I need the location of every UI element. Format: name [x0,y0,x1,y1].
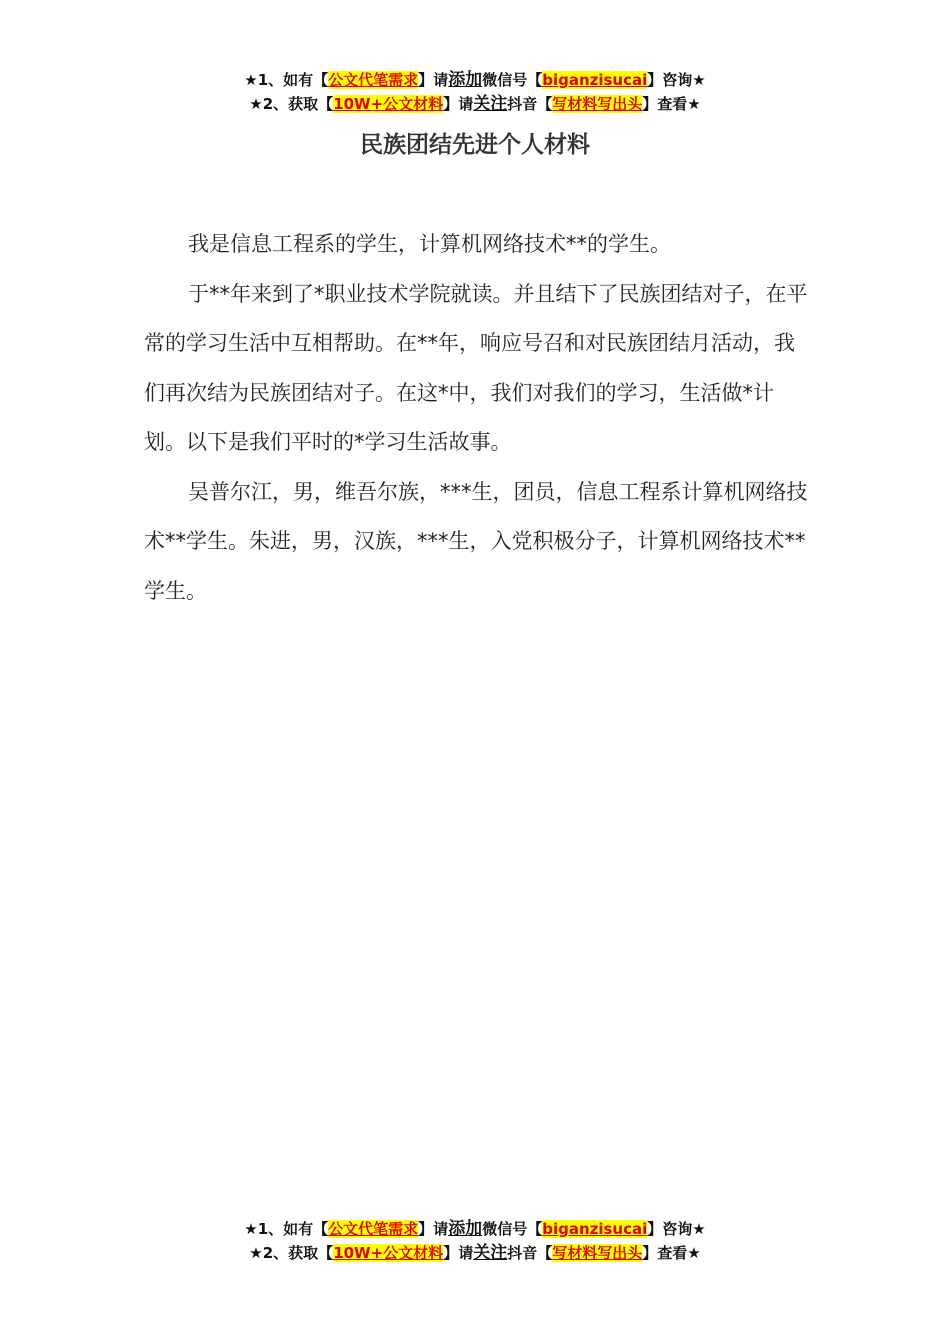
ad-line-1 [0,1217,950,1241]
ad-text: ★2、获取【 [249,95,334,113]
body-paragraph: 于**年来到了*职业技术学院就读。并且结下了民族团结对子，在平常的学习生活中互相帮助。在**年，响应号召和对民族团结月活动，我们再次结为民族团结对子。在这*中，我们对我们的学习，生活做*计划。以下是我们平时的*学习生活故事。 [144,281,808,454]
ad-underlined-text: 添加 [448,70,483,90]
ad-text: ★1、如有【 [244,1220,329,1238]
ad-banner-top [0,68,950,116]
ad-highlight-douyin-name: 写材料写出头 [552,95,643,113]
ad-highlight: 公文代笔需求 [328,1220,419,1238]
ad-text: 】查看★ [642,95,701,113]
body-paragraph: 我是信息工程系的学生，计算机网络技术**的学生。 [188,232,671,256]
ad-banner-bottom [0,1217,950,1265]
ad-text: 】咨询★ [647,1220,706,1238]
ad-highlight: 公文代笔需求 [328,71,419,89]
ad-highlight-douyin-name: 写材料写出头 [552,1244,643,1262]
ad-highlight: 10W+公文材料 [333,1244,444,1262]
ad-text: 抖音【 [507,1244,553,1262]
ad-highlight-wechat-id: biganzisucai [542,71,648,89]
ad-line-1 [0,68,950,92]
ad-line-2 [0,92,950,116]
ad-text: 抖音【 [507,95,553,113]
ad-text: 】查看★ [642,1244,701,1262]
ad-text: ★1、如有【 [244,71,329,89]
ad-text: 微信号【 [482,1220,543,1238]
document-body [144,220,808,616]
ad-underlined-text: 关注 [473,94,508,114]
ad-text: 】咨询★ [647,71,706,89]
ad-text: ★2、获取【 [249,1244,334,1262]
ad-text: 】请 [418,71,449,89]
document-title: 民族团结先进个人材料 [360,132,590,158]
ad-text: 】请 [443,95,474,113]
ad-text: 微信号【 [482,71,543,89]
ad-line-2 [0,1241,950,1265]
ad-text: 】请 [443,1244,474,1262]
ad-text: 】请 [418,1220,449,1238]
ad-underlined-text: 关注 [473,1243,508,1263]
ad-highlight-wechat-id: biganzisucai [542,1220,648,1238]
ad-underlined-text: 添加 [448,1219,483,1239]
ad-highlight: 10W+公文材料 [333,95,444,113]
body-paragraph: 吴普尔江，男，维吾尔族，***生，团员，信息工程系计算机网络技术**学生。朱进，男，汉族，***生，入党积极分子，计算机网络技术**学生。 [144,479,808,603]
